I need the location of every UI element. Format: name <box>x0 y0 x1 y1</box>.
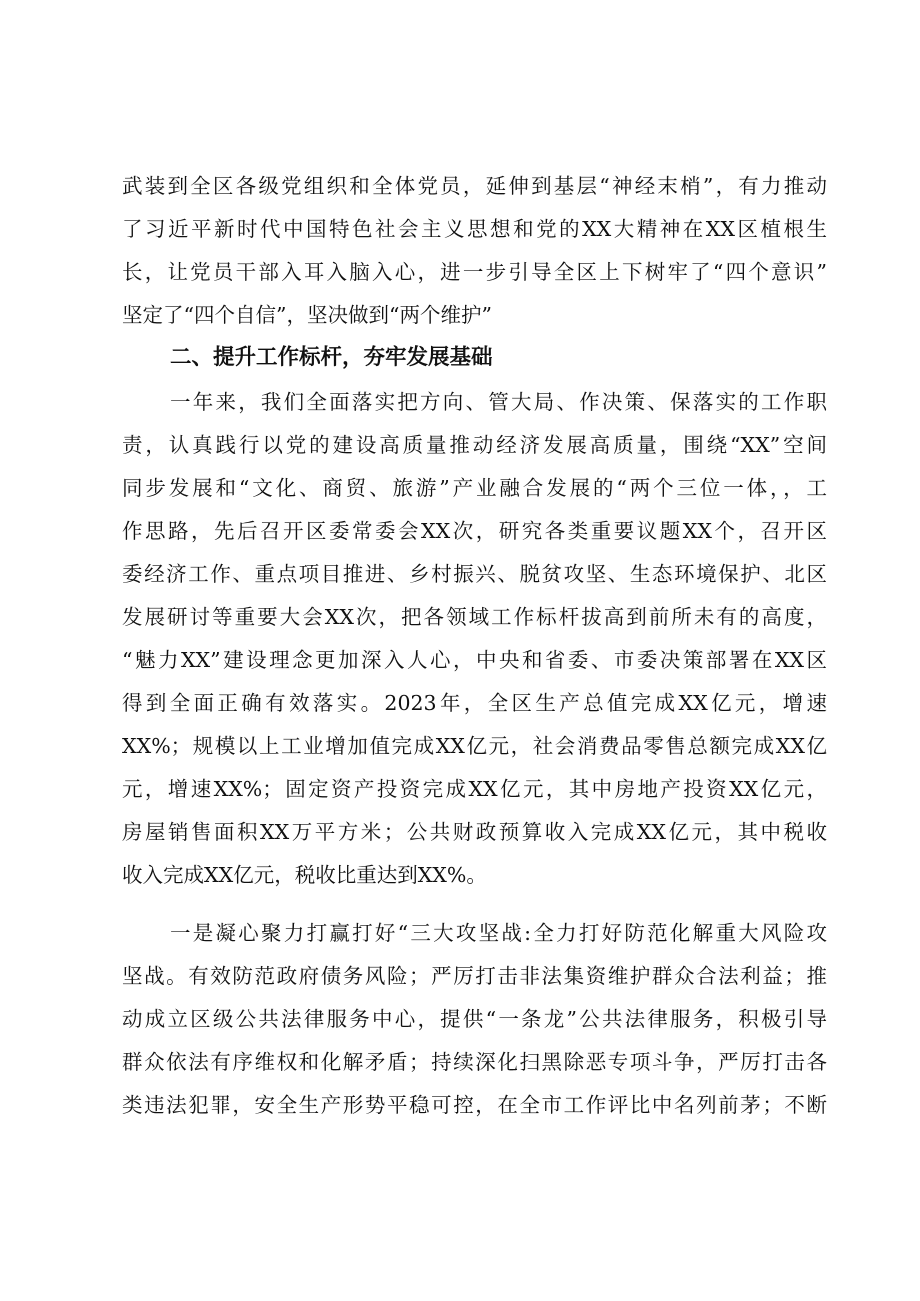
paragraph-1-line-4: 坚定了“四个自信”，坚决做到“两个维护” <box>122 303 492 327</box>
paragraph-2-line-2: 责，认真践行以党的建设高质量推动经济发展高质量，围绕“XX”空间 <box>122 433 827 457</box>
paragraph-3-line-4: 群众依法有序维权和化解矛盾；持续深化扫黑除恶专项斗争，严厉打击各 <box>122 1050 827 1074</box>
paragraph-1-line-3: 长，让党员干部入耳入脑入心，进一步引导全区上下树牢了“四个意识” <box>122 260 827 284</box>
paragraph-3-line-5: 类违法犯罪，安全生产形势平稳可控，在全市工作评比中名列前茅；不断 <box>122 1093 827 1117</box>
paragraph-2-line-6: 发展研讨等重要大会XX次，把各领域工作标杆拔高到前所未有的高度， <box>122 605 827 629</box>
paragraph-1-line-1: 武装到全区各级党组织和全体党员，延伸到基层“神经末梢”，有力推动 <box>122 174 827 198</box>
paragraph-2-line-3: 同步发展和“文化、商贸、旅游”产业融合发展的“两个三位一体，，工 <box>122 476 827 500</box>
paragraph-3-line-2: 坚战。有效防范政府债务风险；严厉打击非法集资维护群众合法利益；推 <box>122 964 827 988</box>
section-heading: 二、提升工作标杆，夯牢发展基础 <box>170 345 493 370</box>
paragraph-2-line-1: 一年来，我们全面落实把方向、管大局、作决策、保落实的工作职 <box>170 390 827 414</box>
paragraph-2-line-9: XX%；规模以上工业增加值完成XX亿元，社会消费品零售总额完成XX亿 <box>122 734 827 758</box>
paragraph-2-line-8: 得到全面正确有效落实。2023年，全区生产总值完成XX亿元，增速 <box>122 691 827 715</box>
paragraph-2-line-10: 元，增速XX%；固定资产投资完成XX亿元，其中房地产投资XX亿元， <box>122 777 827 801</box>
paragraph-2-line-4: 作思路，先后召开区委常委会XX次，研究各类重要议题XX个，召开区 <box>122 519 827 543</box>
paragraph-2-line-11: 房屋销售面积XX万平方米；公共财政预算收入完成XX亿元，其中税收 <box>122 820 827 844</box>
paragraph-2-line-7: “魅力XX”建设理念更加深入人心，中央和省委、市委决策部署在XX区 <box>122 648 827 672</box>
paragraph-3-line-1: 一是凝心聚力打赢打好“三大攻坚战:全力打好防范化解重大风险攻 <box>170 921 827 945</box>
paragraph-1-line-2: 了习近平新时代中国特色社会主义思想和党的XX大精神在XX区植根生 <box>122 217 827 241</box>
paragraph-2-line-5: 委经济工作、重点项目推进、乡村振兴、脱贫攻坚、生态环境保护、北区 <box>122 562 827 586</box>
paragraph-3-line-3: 动成立区级公共法律服务中心，提供“一条龙”公共法律服务，积极引导 <box>122 1007 827 1031</box>
paragraph-2-line-12: 收入完成XX亿元，税收比重达到XX%。 <box>122 863 487 887</box>
